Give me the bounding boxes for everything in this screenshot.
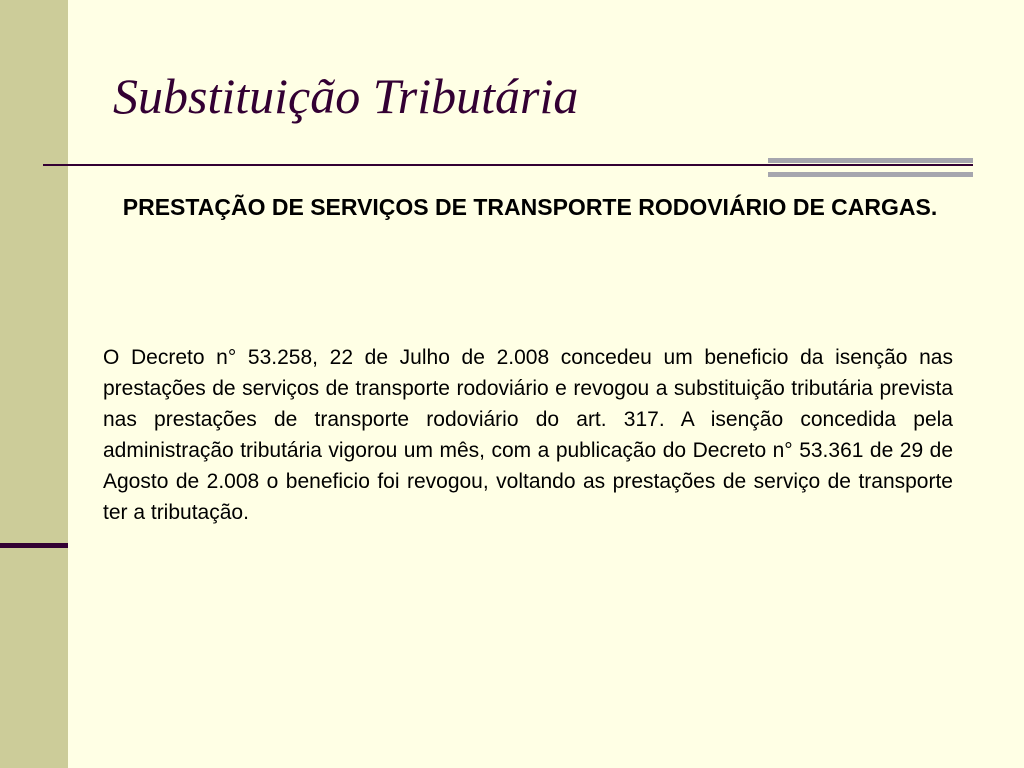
slide-title: Substituição Tributária xyxy=(113,68,579,124)
slide-subtitle: PRESTAÇÃO DE SERVIÇOS DE TRANSPORTE RODOVIÁRIO DE CARGAS. xyxy=(122,194,938,220)
slide-body-paragraph: O Decreto n° 53.258, 22 de Julho de 2.008 concedeu um beneficio da isenção nas prestações de serviços de transporte rodoviário e revogou a substituição tributária prevista nas prestações de transporte rodoviário do art. 317. A isenção concedida pela administração tributária vigorou um mês, com a publicação do Decreto n° 53.361 de 29 de Agosto de 2.008 o beneficio foi revogou, voltando as prestações de serviço de transporte ter a tributação. xyxy=(103,346,953,524)
left-decorative-band xyxy=(0,0,68,768)
left-accent-bar xyxy=(0,543,68,548)
title-divider-accent-top xyxy=(768,158,973,163)
title-divider xyxy=(43,164,973,166)
title-divider-accent-bottom xyxy=(768,172,973,177)
